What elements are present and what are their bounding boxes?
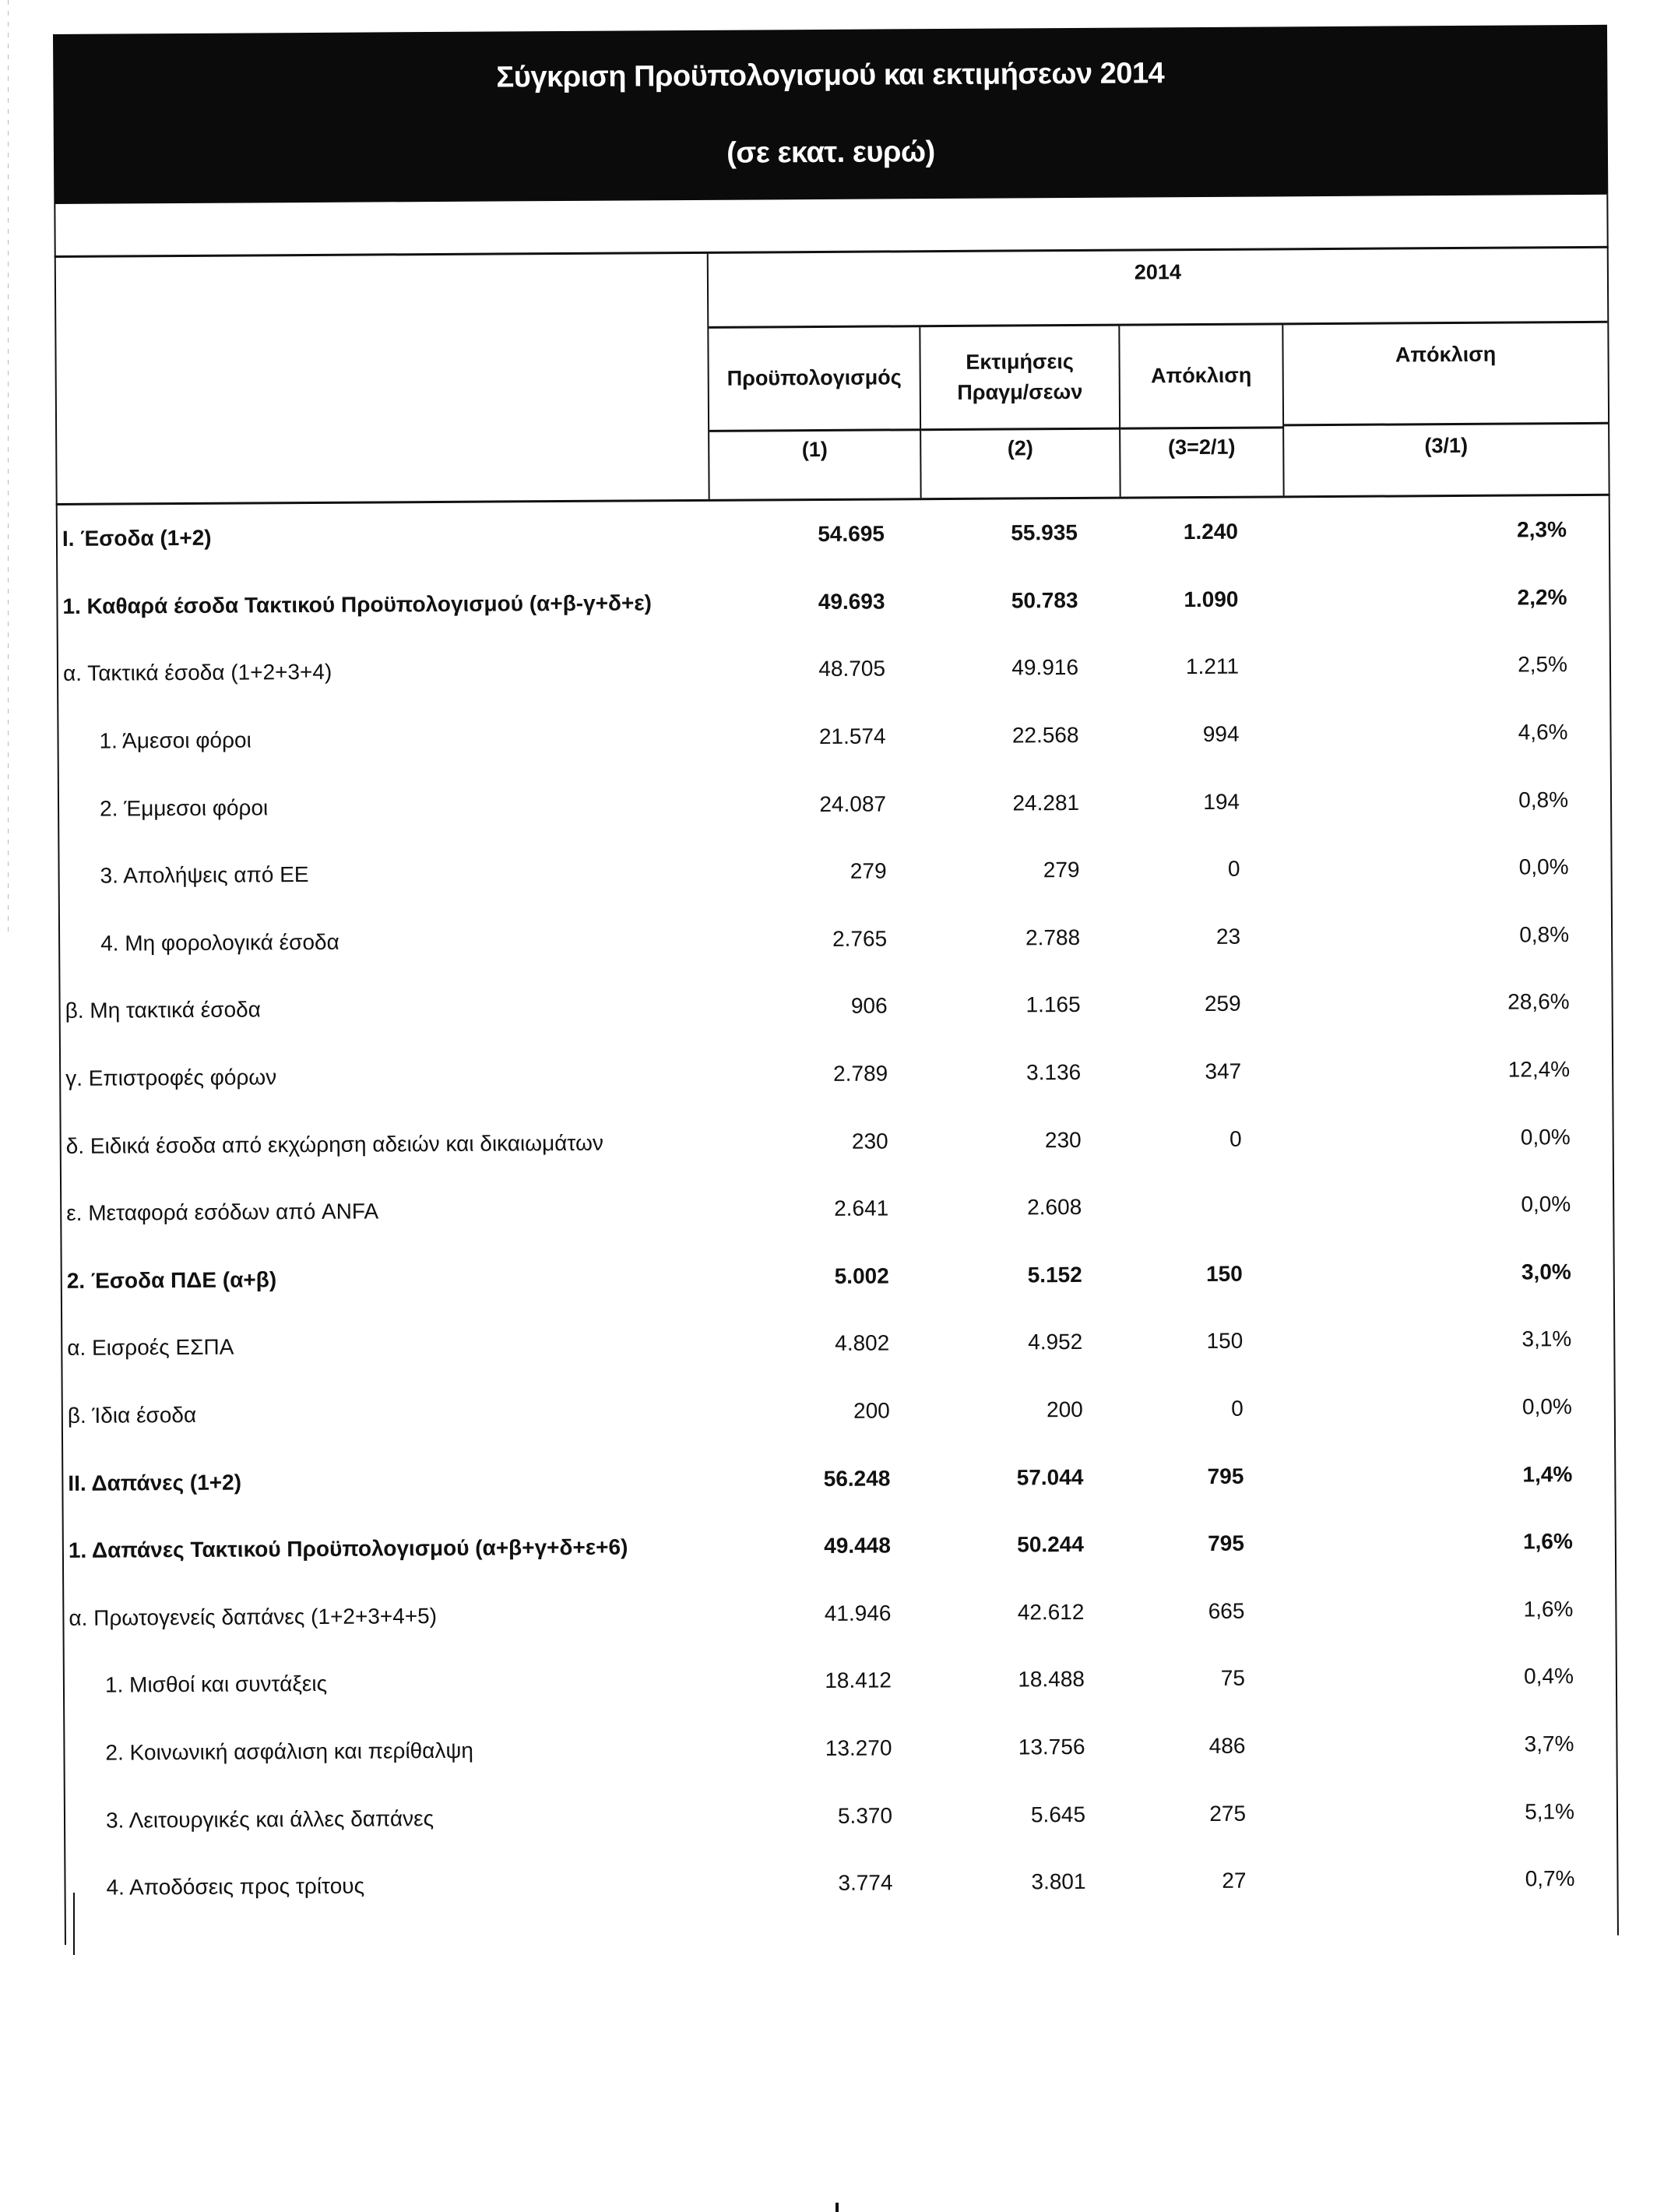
deviation-pct-cell: 0,7% (1525, 1866, 1575, 1891)
table-row (60, 900, 1611, 977)
row-label: γ. Επιστροφές φόρων (65, 1065, 277, 1090)
scan-artifact (8, 0, 9, 935)
budget-cell: 230 (851, 1129, 888, 1154)
estimate-cell: 49.916 (1011, 655, 1079, 680)
budget-cell: 5.002 (834, 1263, 889, 1288)
budget-cell: 906 (850, 993, 888, 1019)
budget-cell: 3.774 (838, 1870, 893, 1896)
column-header-budget: Προϋπολογισμός (709, 327, 921, 432)
estimate-cell: 55.935 (1011, 520, 1078, 545)
table-row (59, 833, 1610, 911)
deviation-cell: 0 (1230, 1126, 1242, 1151)
budget-cell: 2.641 (834, 1196, 889, 1221)
budget-cell: 4.802 (835, 1330, 890, 1356)
budget-cell: 54.695 (818, 521, 885, 547)
deviation-cell: 994 (1202, 721, 1240, 747)
row-label: Ι. Έσοδα (1+2) (62, 526, 212, 551)
deviation-pct-cell: 0,8% (1518, 787, 1569, 812)
estimate-cell: 1.165 (1025, 992, 1081, 1017)
table-header (55, 246, 1610, 503)
budget-cell: 49.693 (818, 589, 885, 614)
column-header-estimate (920, 326, 1120, 431)
estimate-cell: 18.488 (1018, 1667, 1085, 1692)
estimate-cell: 3.136 (1025, 1060, 1082, 1085)
deviation-cell: 27 (1222, 1868, 1247, 1893)
table-row (65, 1710, 1616, 1787)
budget-cell: 56.248 (823, 1466, 891, 1491)
column-formula-budget: (1) (709, 431, 922, 499)
deviation-cell: 0 (1227, 856, 1240, 882)
row-label: 2. Έμμεσοι φόροι (99, 795, 269, 821)
table-row (61, 1036, 1612, 1113)
deviation-pct-cell: 3,1% (1521, 1326, 1572, 1351)
table-row (62, 1238, 1613, 1315)
estimate-cell: 4.952 (1028, 1330, 1083, 1354)
budget-cell: 200 (853, 1398, 890, 1423)
row-label: ε. Μεταφορά εσόδων από ANFA (66, 1199, 379, 1226)
title-band (53, 25, 1608, 204)
column-header-deviation: Απόκλιση (1120, 325, 1284, 429)
deviation-pct-cell: 3,7% (1524, 1731, 1574, 1756)
row-label: β. Μη τακτικά έσοδα (65, 997, 261, 1023)
row-label: 4. Αποδόσεις προς τρίτους (106, 1873, 365, 1900)
estimate-cell: 5.645 (1030, 1802, 1086, 1826)
deviation-pct-cell: 5,1% (1525, 1798, 1575, 1824)
deviation-cell: 665 (1208, 1598, 1245, 1623)
table-body (56, 494, 1619, 1946)
budget-cell: 13.270 (825, 1735, 892, 1760)
document-subtitle: (σε εκατ. ευρώ) (726, 136, 935, 170)
table-row (63, 1440, 1614, 1517)
table-row (64, 1508, 1615, 1585)
row-label: 3. Λειτουργικές και άλλες δαπάνες (105, 1805, 434, 1833)
table-row (64, 1575, 1615, 1652)
table-row (58, 699, 1609, 776)
row-label: 1. Άμεσοι φόροι (99, 727, 252, 753)
budget-cell: 21.574 (818, 724, 886, 749)
budget-cell: 48.705 (818, 656, 886, 682)
deviation-pct-cell: 1,6% (1523, 1596, 1574, 1622)
column-formula-estimate: (2) (921, 430, 1121, 498)
deviation-cell: 194 (1203, 789, 1240, 814)
column-header-estimate-label: Εκτιμήσεις Πραγμ/σεων (957, 349, 1083, 404)
row-label: α. Πρωτογενείς δαπάνες (1+2+3+4+5) (69, 1603, 438, 1630)
page-number-mark (836, 2203, 839, 2212)
table-row (58, 563, 1609, 640)
column-header-deviation-pct: Απόκλιση (1283, 323, 1608, 427)
deviation-cell: 23 (1215, 924, 1241, 949)
deviation-pct-cell: 0,8% (1519, 921, 1570, 947)
deviation-cell: 150 (1205, 1261, 1243, 1286)
row-label: α. Εισροές ΕΣΠΑ (67, 1335, 234, 1361)
row-label: 1. Μισθοί και συντάξεις (104, 1671, 328, 1698)
estimate-cell: 3.801 (1031, 1869, 1086, 1894)
spacer-row (54, 195, 1608, 255)
deviation-cell: 259 (1204, 992, 1241, 1016)
table-row (65, 1643, 1616, 1720)
deviation-pct-cell: 0,0% (1521, 1192, 1571, 1217)
row-label: 4. Μη φορολογικά έσοδα (100, 929, 339, 956)
row-label: α. Τακτικά έσοδα (1+2+3+4) (62, 660, 332, 686)
row-label: δ. Ειδικά έσοδα από εκχώρηση αδειών και δικαιωμάτων (65, 1130, 603, 1158)
deviation-pct-cell: 1,4% (1522, 1461, 1573, 1487)
budget-cell: 5.370 (837, 1803, 893, 1828)
table-row (58, 496, 1609, 573)
deviation-cell: 795 (1208, 1530, 1244, 1556)
budget-cell: 2.789 (832, 1061, 888, 1086)
table-row (63, 1373, 1614, 1450)
deviation-pct-cell: 2,5% (1518, 652, 1568, 678)
deviation-cell: 1.211 (1185, 654, 1240, 679)
column-formula-deviation: (3=2/1) (1120, 428, 1285, 496)
deviation-cell: 275 (1209, 1801, 1247, 1826)
deviation-pct-cell: 2,3% (1516, 517, 1567, 542)
deviation-cell: 75 (1220, 1666, 1246, 1691)
estimate-cell: 50.783 (1011, 587, 1078, 613)
deviation-pct-cell: 0,0% (1521, 1394, 1572, 1419)
deviation-cell: 1.090 (1184, 586, 1239, 612)
budget-cell: 49.448 (824, 1533, 891, 1559)
deviation-pct-cell: 2,2% (1517, 585, 1567, 610)
row-label: 2. Κοινωνική ασφάλιση και περίθαλψη (105, 1738, 474, 1765)
deviation-pct-cell: 0,0% (1518, 854, 1569, 879)
table-row (62, 1171, 1613, 1248)
budget-comparison-page (53, 25, 1619, 1946)
budget-cell: 24.087 (819, 791, 887, 816)
deviation-cell: 1.240 (1183, 520, 1239, 544)
row-label: 1. Δαπάνες Τακτικού Προϋπολογισμού (α+β+γ+δ+ε+6) (68, 1534, 628, 1563)
deviation-pct-cell: 12,4% (1507, 1057, 1571, 1082)
deviation-pct-cell: 4,6% (1518, 720, 1568, 745)
deviation-pct-cell: 3,0% (1521, 1259, 1571, 1284)
estimate-cell: 22.568 (1011, 723, 1079, 748)
budget-cell: 41.946 (824, 1601, 892, 1626)
row-label: ΙΙ. Δαπάνες (1+2) (68, 1470, 242, 1495)
document-title: Σύγκριση Προϋπολογισμού και εκτιμήσεων 2014 (496, 57, 1165, 94)
table-row (58, 631, 1609, 708)
table-row (61, 1103, 1612, 1180)
estimate-cell: 5.152 (1027, 1262, 1082, 1287)
deviation-pct-cell: 0,0% (1520, 1124, 1571, 1150)
deviation-pct-cell: 1,6% (1522, 1529, 1573, 1554)
deviation-cell: 150 (1206, 1329, 1244, 1354)
estimate-cell: 57.044 (1016, 1464, 1084, 1490)
estimate-cell: 42.612 (1017, 1599, 1085, 1625)
estimate-cell: 2.788 (1025, 925, 1081, 950)
table-row (65, 1845, 1616, 1922)
deviation-pct-cell: 0,4% (1523, 1664, 1574, 1689)
table-left-border-tail (73, 1893, 75, 1955)
estimate-cell: 279 (1043, 858, 1080, 882)
estimate-cell: 2.608 (1027, 1195, 1082, 1220)
table-row (62, 1305, 1613, 1382)
table-row (59, 766, 1610, 843)
deviation-pct-cell: 28,6% (1507, 989, 1570, 1015)
estimate-cell: 200 (1046, 1397, 1083, 1422)
deviation-cell (1125, 1206, 1289, 1207)
deviation-cell: 795 (1207, 1464, 1244, 1488)
deviation-cell: 347 (1205, 1058, 1242, 1084)
estimate-cell: 24.281 (1012, 790, 1080, 815)
deviation-cell: 486 (1208, 1733, 1246, 1758)
budget-cell: 18.412 (825, 1668, 892, 1693)
budget-cell: 2.765 (832, 926, 888, 951)
estimate-cell: 50.244 (1017, 1532, 1084, 1557)
estimate-cell: 13.756 (1018, 1734, 1085, 1759)
year-header: 2014 (709, 248, 1608, 329)
row-label: β. Ίδια έσοδα (67, 1402, 197, 1428)
deviation-cell: 0 (1231, 1396, 1244, 1421)
estimate-cell: 230 (1044, 1127, 1082, 1152)
table-row (60, 968, 1611, 1045)
row-label: 3. Απολήψεις από ΕΕ (100, 862, 309, 888)
budget-cell: 279 (850, 858, 887, 884)
column-formula-deviation-pct: (3/1) (1424, 433, 1469, 458)
row-label: 1. Καθαρά έσοδα Τακτικού Προϋπολογισμού (α+β-γ+δ+ε) (62, 590, 653, 618)
header-blank-cell (56, 254, 710, 503)
table-row (65, 1777, 1616, 1854)
row-label: 2. Έσοδα ΠΔΕ (α+β) (66, 1267, 277, 1293)
